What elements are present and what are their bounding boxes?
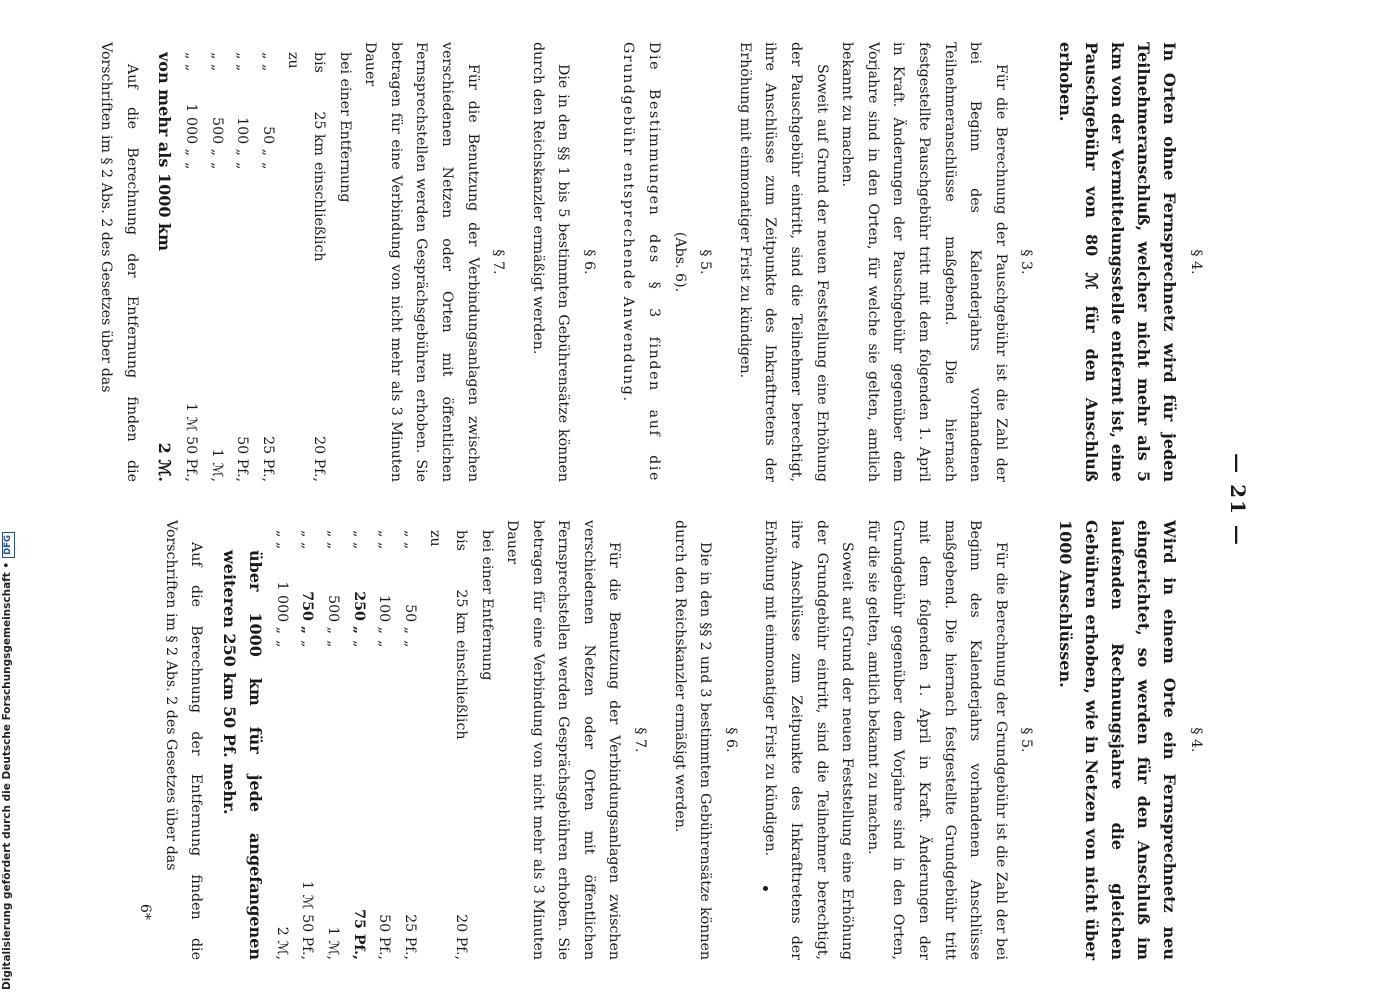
- left-s7-closing: Auf die Berechnung der Entfernung finden die Vorschriften im § 2 Abs. 2 des Gesetzes über das: [98, 42, 140, 482]
- cell: „: [401, 640, 418, 648]
- right-s6-heading: § 6.: [722, 727, 739, 753]
- left-s7-text: Für die Benutzung der Verbindungsanlagen zwischen verschiedenen Netzen oder Orten mit öffentlichen Fernsprechstellen werden Gesprächsgebühren erhoben. Sie betragen für eine Verbindung von nicht mehr als 3 Minuten Dauer: [362, 42, 481, 482]
- right-s7-text: Für die Benutzung der Verbindungsanlagen zwischen verschiedenen Netzen oder Orten mit öffentlichen Fernsprechstellen werden Gesprächsgebühren erhoben. Sie betragen für eine Verbindung von nicht mehr als 3 Minuten Dauer: [504, 520, 623, 960]
- left-s4-heading: § 4.: [1188, 249, 1204, 275]
- sidebar-text: Digitalisierung gefördert durch die Deutsche Forschungsgemeinschaft •: [1, 561, 13, 990]
- table-row: [294, 530, 320, 960]
- cell: 750 „: [299, 591, 316, 634]
- cell: 1 ℳ,: [324, 926, 341, 960]
- table-row: [422, 530, 473, 960]
- cell: „ „: [183, 52, 199, 72]
- cell: von mehr als 1000 km: [155, 52, 175, 252]
- cell: 100 „: [376, 595, 393, 634]
- table-row: [254, 52, 280, 482]
- page-number: — 21 —: [1226, 453, 1250, 547]
- cell: einschließlich: [310, 162, 327, 262]
- right-s7-lead: bei einer Entfernung: [478, 530, 495, 681]
- cell: „ „: [376, 530, 393, 550]
- cell: 20 Pf.,: [452, 914, 469, 960]
- cell: 1 ℳ 50 Pf.,: [183, 402, 199, 482]
- cell: 1 000 „: [273, 581, 290, 634]
- left-s3-heading: § 3.: [1018, 249, 1035, 275]
- right-column: [131, 520, 1208, 960]
- table-row: [396, 530, 422, 960]
- cell: „: [350, 640, 367, 648]
- cell: 1 ℳ,: [208, 448, 225, 482]
- left-column: [93, 42, 1208, 482]
- table-row: [280, 52, 331, 482]
- left-s6-text: Die in den §§ 1 bis 5 bestimmten Gebührensätze können durch den Reichskanzler ermäßigt werden.: [529, 42, 572, 482]
- cell: „ „: [401, 530, 418, 550]
- left-s7-heading: § 7.: [490, 249, 507, 275]
- cell: „ „: [234, 52, 251, 72]
- cell: 50 Pf.,: [234, 436, 251, 482]
- table-row: [177, 52, 203, 482]
- cell: 500 „: [208, 117, 225, 156]
- cell: 20 Pf.,: [310, 436, 327, 482]
- cell: „ „: [273, 530, 290, 550]
- table-row: [203, 52, 229, 482]
- cell: 100 „: [234, 117, 251, 156]
- cell: 250 „: [350, 591, 367, 634]
- right-s4-heading: § 4.: [1188, 727, 1204, 753]
- cell: bis zu: [285, 52, 327, 73]
- left-s6-heading: § 6.: [580, 249, 597, 275]
- cell: „: [299, 640, 316, 648]
- sidebar: [0, 0, 20, 1000]
- cell: 25 km: [310, 111, 327, 156]
- left-s7-lead: bei einer Entfernung: [336, 52, 353, 203]
- cell: „ „: [299, 530, 316, 550]
- right-s7-heading: § 7.: [632, 727, 649, 753]
- left-s3-p2: Soweit auf Grund der neuen Feststellung eine Erhöhung der Pauschgebühr eintritt, sind die Teilnehmer berechtigt, ihre Anschlüsse zum Zeitpunkte des Inkrafttretens der Erhöhung mit einmonatiger Frist zu kündigen.: [736, 42, 830, 482]
- right-s5-p2: Soweit auf Grund der neuen Feststellung eine Erhöhung der Grundgebühr eintritt, sind die Teilnehmer berechtigt, ihre Anschlüsse zum Zeitpunkte des Inkrafttretens der Erhöhung mit einmonatiger Frist zu kündigen.: [762, 520, 856, 960]
- cell: „ „: [324, 530, 341, 550]
- cell: 2 ℳ,: [273, 926, 290, 960]
- table-row: [229, 52, 255, 482]
- cell: 500 „: [324, 595, 341, 634]
- left-s5-sub: (Abs. 6).: [671, 231, 688, 293]
- cell: 50 „: [259, 126, 276, 156]
- sidebar-credit: [1, 532, 15, 990]
- table-row: [152, 52, 178, 482]
- cell: „: [273, 640, 290, 648]
- dfg-logo: DFG: [2, 532, 15, 558]
- cell: „: [234, 162, 251, 170]
- cell: bis zu: [427, 530, 469, 551]
- table-row: [345, 530, 371, 960]
- cell: 1 ℳ 50 Pf.,: [299, 880, 316, 960]
- right-tariff-table: [268, 530, 473, 960]
- left-s5-heading: § 5.: [697, 249, 714, 275]
- cell: „ „: [350, 530, 367, 550]
- cell: „: [324, 640, 341, 648]
- cell: 1 000 „: [183, 103, 199, 156]
- cell: „ „: [259, 52, 276, 72]
- cell: „: [183, 162, 199, 170]
- cell: „ „: [208, 52, 225, 72]
- signature-mark: 6*: [137, 903, 153, 920]
- table-row: [371, 530, 397, 960]
- left-s5-text: Die Bestimmungen des § 3 finden auf die Grundgebühr entsprechende Anwendung.: [620, 42, 663, 482]
- left-s4-text: In Orten ohne Fernsprechnetz wird für jeden Teilnehmeranschluß, welcher nicht mehr als 5 km von der Vermittelungsstelle entfernt ist, eine Pauschgebühr von 80 ℳ für den Anschluß erhoben.: [1056, 42, 1180, 482]
- cell: 75 Pf.,: [350, 909, 367, 960]
- cell: 50 „: [401, 604, 418, 634]
- right-s5-p1: Für die Berechnung der Grundgebühr ist die Zahl der bei Beginn des Kalenderjahrs vorhandenen Anschlüsse maßgebend. Die hiernach festgestellte Grundgebühr tritt mit dem folgenden 1. April in Kraft. Änderungen der Grundgebühr gegenüber dem Vorjahre sind in den Orten, für die sie gelten, amtlich bekannt zu machen.: [864, 520, 1009, 960]
- right-s7-extra: über 1000 km für jede angefangenen weiteren 250 km 50 Pf. mehr.: [220, 550, 266, 960]
- cell: 25 Pf.,: [401, 914, 418, 960]
- table-row: [319, 530, 345, 960]
- right-s6-text: Die in den §§ 2 und 3 bestimmten Gebührensätze können durch den Reichskanzler ermäßigt werden.: [671, 520, 714, 960]
- stray-dot: [763, 886, 768, 891]
- table-row: [268, 530, 294, 960]
- cell: „: [208, 162, 225, 170]
- right-s5-heading: § 5.: [1018, 727, 1035, 753]
- left-s3-p1: Für die Berechnung der Pauschgebühr ist die Zahl der bei Beginn des Kalenderjahrs vorhandenen Teilnehmeranschlüsse maßgebend. Die hiernach festgestellte Pauschgebühr tritt mit dem folgenden 1. April in Kraft. Änderungen der Pauschgebühr gegenüber dem Vorjahre sind in den Orten, für welche sie gelten, amtlich bekannt zu machen.: [839, 42, 1009, 482]
- cell: 50 Pf.,: [376, 914, 393, 960]
- right-s4-text: Wird in einem Orte ein Fernsprechnetz neu eingerichtet, so werden für den Anschluß im laufenden Rechnungsjahre die gleichen Gebühren erhoben, wie in Netzen von nicht über 1000 Anschlüssen.: [1056, 520, 1180, 960]
- left-tariff-table: [152, 52, 331, 482]
- cell: 2 ℳ.: [155, 442, 175, 482]
- cell: 25 km: [452, 589, 469, 634]
- cell: „: [376, 640, 393, 648]
- cell: „: [259, 162, 276, 170]
- cell: 25 Pf.,: [259, 436, 276, 482]
- cell: einschließlich: [452, 640, 469, 740]
- right-s7-closing: Auf die Berechnung der Entfernung finden die Vorschriften im § 2 Abs. 2 des Gesetzes über das: [162, 520, 205, 960]
